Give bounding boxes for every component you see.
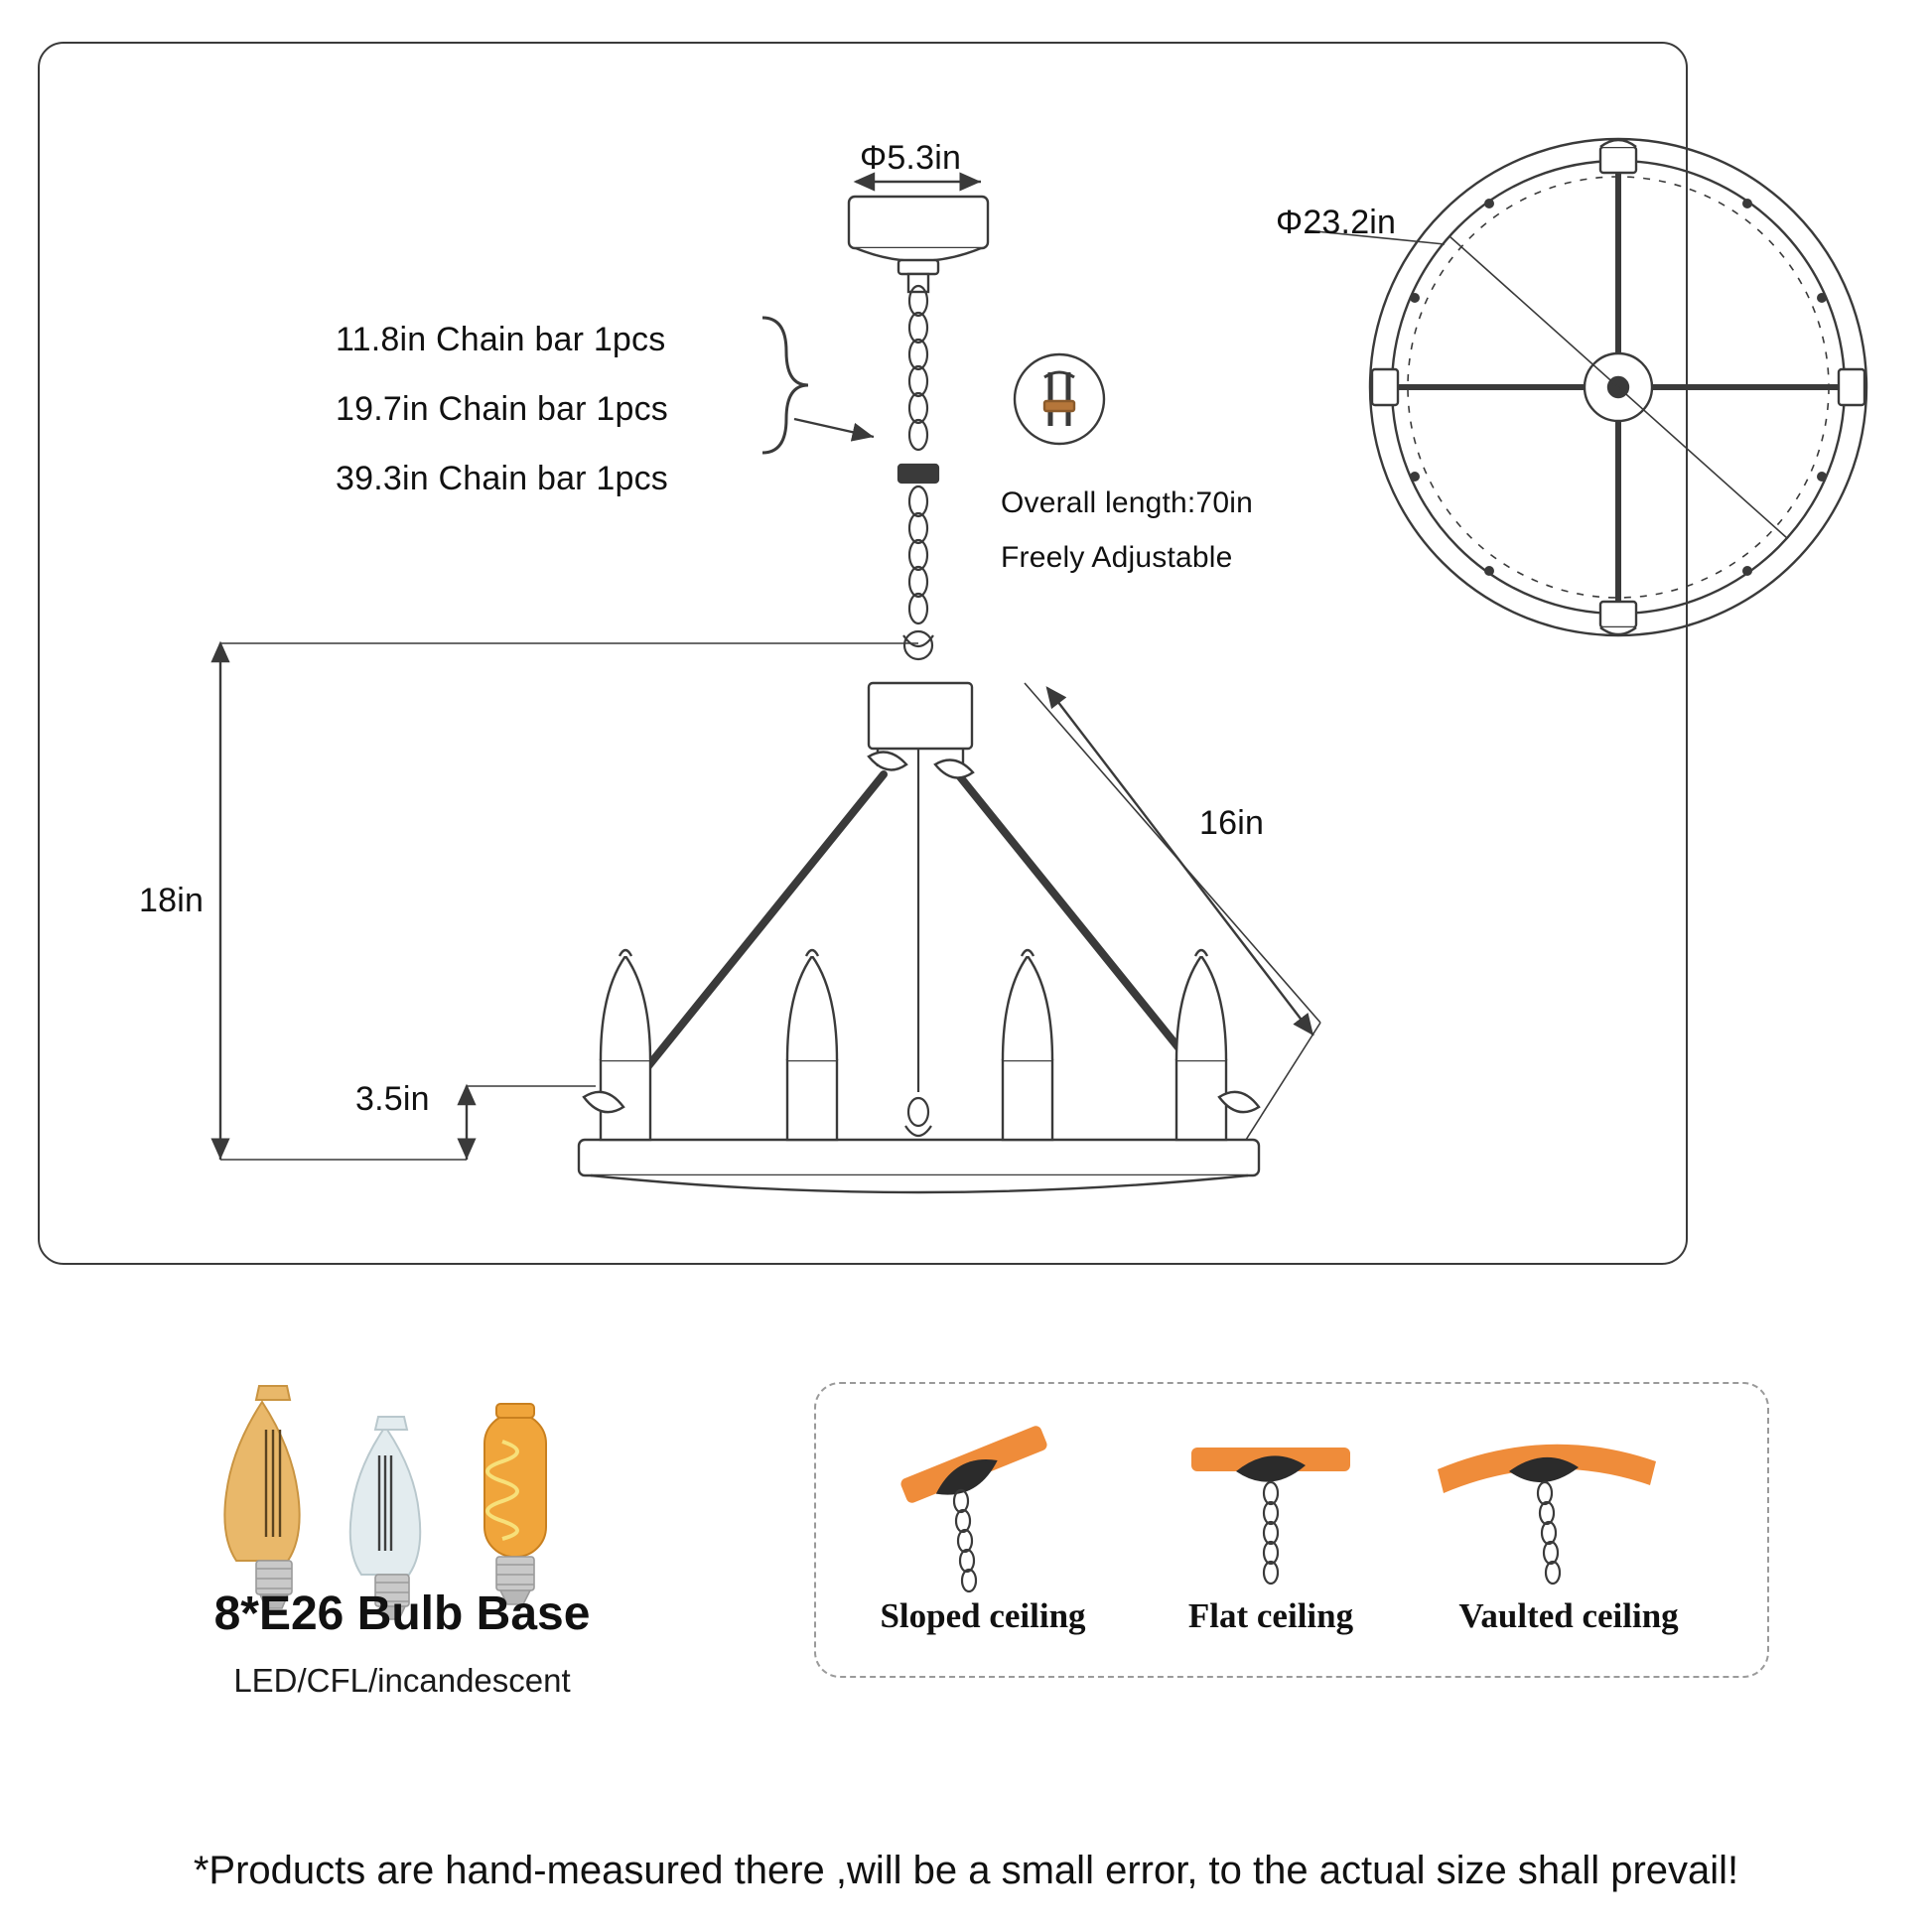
bulb-base-title: 8*E26 Bulb Base [213, 1587, 591, 1640]
sloped-ceiling-icon [899, 1424, 1049, 1591]
arm-length-label: 16in [1199, 804, 1265, 842]
overall-length-label: Overall length:70in [1001, 486, 1253, 519]
flat-ceiling-icon [1191, 1448, 1350, 1584]
footnote: *Products are hand-measured there ,will be a small error, to the actual size shall prevail! [193, 1849, 1739, 1892]
ceiling-caption-flat: Flat ceiling [1187, 1596, 1354, 1635]
height-base-label: 3.5in [355, 1080, 430, 1118]
chain-bar-label-1: 11.8in Chain bar 1pcs [336, 321, 666, 358]
vaulted-ceiling-icon [1438, 1445, 1656, 1584]
freely-adjustable-label: Freely Adjustable [1001, 541, 1233, 574]
canopy-diameter-label: Φ5.3in [860, 139, 962, 177]
bulb-base-subtitle: LED/CFL/incandescent [233, 1662, 571, 1699]
ring-diameter-label: Φ23.2in [1276, 204, 1397, 241]
ceiling-caption-sloped: Sloped ceiling [880, 1596, 1086, 1635]
chain-bar-label-2: 19.7in Chain bar 1pcs [336, 390, 668, 428]
ceiling-caption-vaulted: Vaulted ceiling [1458, 1596, 1679, 1635]
chain-bar-label-3: 39.3in Chain bar 1pcs [336, 460, 668, 497]
height-total-label: 18in [139, 882, 205, 919]
